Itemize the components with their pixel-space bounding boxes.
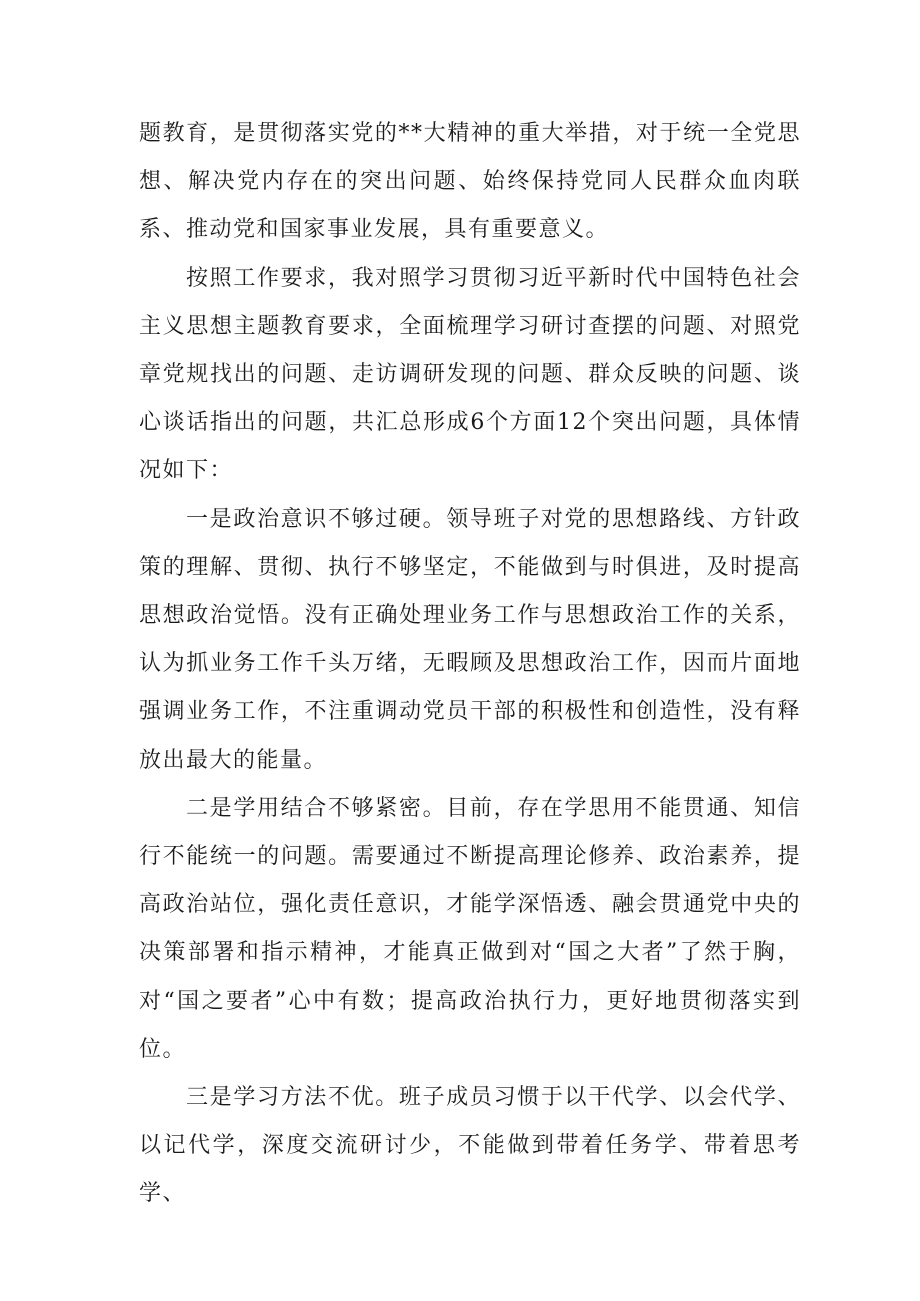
paragraph-2: 按照工作要求，我对照学习贯彻习近平新时代中国特色社会主义思想主题教育要求，全面梳理学习研讨查摆的问题、对照党章党规找出的问题、走访调研发现的问题、群众反映的问题、谈心谈话指出的问题，共汇总形成6个方面12个突出问题，具体情况如下： [139,265,801,484]
paragraph-4: 二是学用结合不够紧密。目前，存在学思用不能贯通、知信行不能统一的问题。需要通过不断提高理论修养、政治素养，提高政治站位，强化责任意识，才能学深悟透、融会贯通党中央的决策部署和指示精神，才能真正做到对“国之大者”了然于胸，对“国之要者”心中有数；提高政治执行力，更好地贯彻落实到位。 [139,795,801,1062]
paragraph-3: 一是政治意识不够过硬。领导班子对党的思想路线、方针政策的理解、贯彻、执行不够坚定，不能做到与时俱进，及时提高思想政治觉悟。没有正确处理业务工作与思想政治工作的关系，认为抓业务工作千头万绪，无暇顾及思想政治工作，因而片面地强调业务工作，不注重调动党员干部的积极性和创造性，没有释放出最大的能量。 [139,506,801,773]
paragraph-5: 三是学习方法不优。班子成员习惯于以干代学、以会代学、以记代学，深度交流研讨少，不能做到带着任务学、带着思考学、 [139,1085,801,1207]
paragraph-1: 题教育，是贯彻落实党的**大精神的重大举措，对于统一全党思想、解决党内存在的突出问题、始终保持党同人民群众血肉联系、推动党和国家事业发展，具有重要意义。 [139,121,801,243]
document-body [139,110,801,1219]
